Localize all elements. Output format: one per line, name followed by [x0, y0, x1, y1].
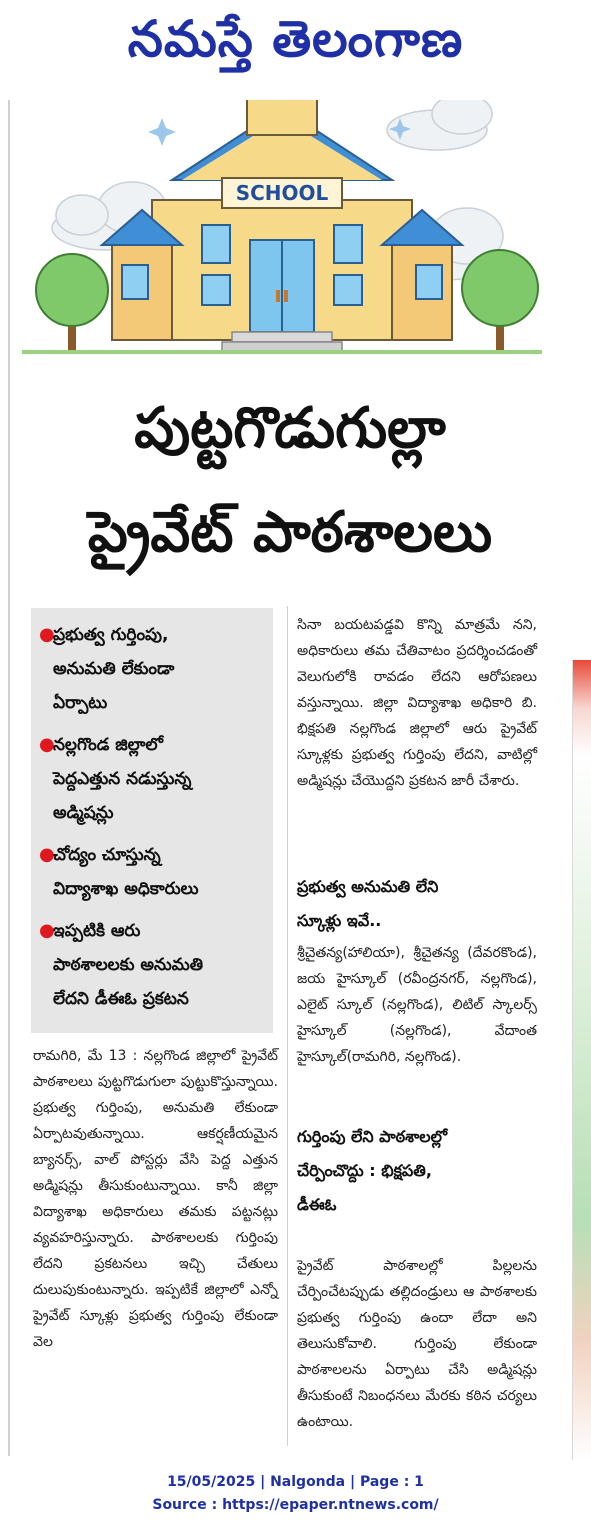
body-text-left: రామగిరి, మే 13 : నల్లగొండ జిల్లాలో ప్రైవేట్ పాఠశాలలు పుట్టగొడుగులా పుట్టుకొస్తున్నాయి. ప్రభుత్వ గుర్తింపు, అనుమతి లేకుండా ఏర్పాటవుతున్నాయి. ఆకర్షణీయమైన బ్యానర్స్, వాల్ పోస్టర్లు వేసి పెద్ద ఎత్తున అడ్మిషన్లు తీసుకుంటున్నాయి. కానీ జిల్లా విద్యాశాఖ అధికారులు తమకు పట్టనట్లు వ్యవహరిస్తున్నారు. పాఠశాలలకు గుర్తింపు లేదని ప్రకటనలు ఇచ్చి చేతులు దులుపుకుంటున్నారు. ఇప్పటికే జిల్లాలో ఎన్నో ప్రైవేట్ స్కూళ్లు ప్రభుత్వ గుర్తింపు లేకుండా వెల: [33, 1048, 278, 1350]
subheading-unapproved-schools: ప్రభుత్వ అనుమతి లేని స్కూళ్లు ఇవే..: [297, 877, 439, 930]
highlights-box: [31, 608, 273, 1033]
highlight-text: ప్రభుత్వ గుర్తింపు, అనుమతి లేకుండా ఏర్పాటు: [53, 625, 175, 713]
bullet-icon: ●: [39, 844, 55, 865]
subheading-deo-warning: గుర్తింపు లేని పాఠశాలల్లో చేర్పించొద్దు : భిక్షపతి, డీఈఓ: [297, 1127, 448, 1214]
body-text-right-3: ప్రైవేట్ పాఠశాలల్లో పిల్లలను చేర్పించేటప్పుడు తల్లిదండ్రులు ఆ పాఠశాలకు ప్రభుత్వ గుర్తింపు ఉందా లేదా అని తెలుసుకోవాలి. గుర్తింపు లేకుండా పాఠశాలలను ఏర్పాటు చేసి అడ్మిషన్లు తీసుకుంటే నిబంధనలు మేరకు కఠిన చర్యలు ఉంటాయి.: [297, 1258, 537, 1430]
highlight-text: చోద్యం చూస్తున్న విద్యాశాఖ అధికారులు: [53, 845, 199, 899]
adjacent-advertisement-strip: [572, 660, 591, 1460]
edition-line: 15/05/2025 | Nalgonda | Page : 1: [167, 1474, 424, 1490]
highlight-item: [39, 728, 263, 830]
newspaper-logo: నమస్తే తెలంగాణ: [127, 10, 464, 68]
column-divider: [287, 606, 288, 1446]
bullet-icon: ●: [39, 624, 55, 645]
body-text-right-1: సినా బయటపడ్డవి కొన్ని మాత్రమే నని, అధికారులు తమ చేతివాటం ప్రదర్శించడంతో వెలుగులోకి రావడం లేదని ఆరోపణలు వస్తున్నాయి. జిల్లా విద్యాశాఖ అధికారి బి. భిక్షపతి నల్లగొండ జిల్లాలో ఆరు ప్రైవేట్ స్కూళ్లకు ప్రభుత్వ గుర్తింపు లేదని, వాటిల్లో అడ్మిషన్లు చేయొద్దని ప్రకటన జారీ చేశారు.: [297, 617, 537, 789]
highlight-text: నల్లగొండ జిల్లాలో పెద్దఎత్తున నడుస్తున్న అడ్మిషన్లు: [53, 735, 192, 823]
masthead: [0, 0, 591, 80]
school-sign-text: SCHOOL: [235, 181, 329, 205]
headline-line-2: ప్రైవేట్ పాఠశాలలు: [87, 500, 493, 565]
highlight-item: [39, 838, 263, 906]
body-text-right-2: శ్రీచైతన్య(హాలియా), శ్రీచైతన్య (దేవరకొండ), జయ హైస్కూల్ (రవీంద్రనగర్, నల్లగొండ), ఎలైట్ స్కూల్ (నల్లగొండ), లిటిల్ స్కాలర్స్ హైస్కూల్ (నల్లగొండ), వేదాంత హైస్కూల్(రామగిరి, నల్లగొండ).: [297, 945, 537, 1065]
highlight-item: [39, 914, 263, 1016]
highlight-text: ఇప్పటికి ఆరు పాఠశాలలకు అనుమతి లేదని డీఈఓ ప్రకటన: [53, 921, 204, 1009]
headline-line-1: పుట్టగొడుగుల్లా: [134, 396, 446, 461]
bullet-icon: ●: [39, 734, 55, 755]
bullet-icon: ●: [39, 920, 55, 941]
school-illustration: [22, 100, 542, 382]
highlight-item: [39, 618, 263, 720]
source-line[interactable]: Source : https://epaper.ntnews.com/: [152, 1497, 439, 1513]
